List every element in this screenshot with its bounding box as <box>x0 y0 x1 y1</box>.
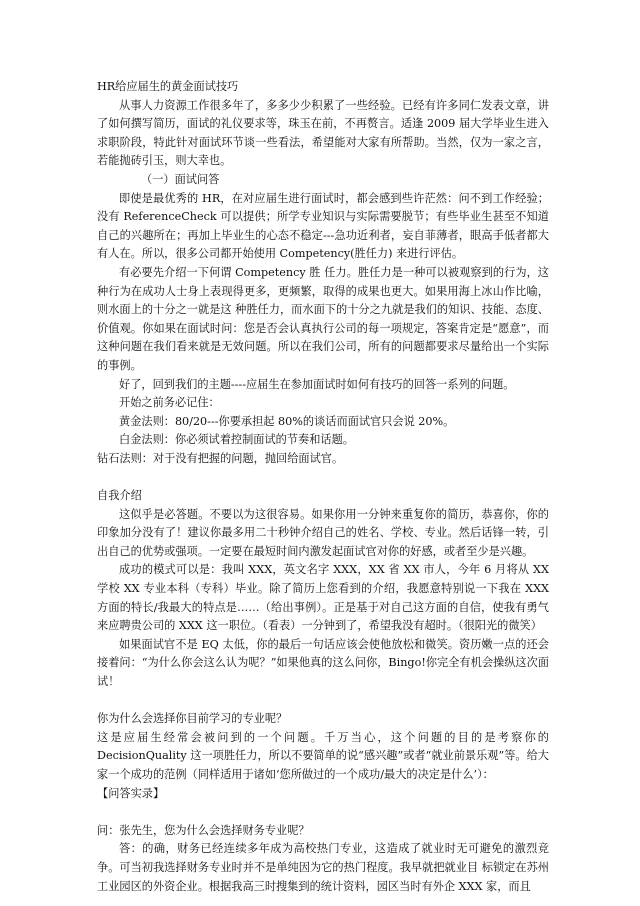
section-heading-self-intro: 自我介绍 <box>97 489 142 503</box>
paragraph-self-intro: 这似乎是必答题。不要以为这很容易。如果你用一分钟来重复你的简历，恭喜你，你的印象加分没有了！建议你最多用二十秒钟介绍自己的姓名、学校、专业。然后话锋一转，引出自己的优势或强项。一定要在最短时间内激发起面试官对你的好感，或者至少是兴趣。 <box>97 507 549 558</box>
paragraph-hr-confusion: 即使是最优秀的 HR，在对应届生进行面试时，都会感到些许茫然：问不到工作经验；没有 ReferenceCheck 可以提供；所学专业知识与实际需要脱节；有些毕业生甚至不知道自己的兴趣所在；再加上毕业生的心态不稳定---急功近利者，妄自菲薄者，眼高手低者都大有人在。所以，很多公司都开始使用 Competency(胜任力) 来进行评估。 <box>97 191 549 261</box>
paragraph-remember: 开始之前务必记住： <box>119 396 220 410</box>
paragraph-back-to-topic: 好了，回到我们的主题----应届生在参加面试时如何有技巧的回答一系列的问题。 <box>119 377 515 391</box>
section-heading-interview-qa: （一）面试问答 <box>141 172 220 186</box>
document-title: HR给应届生的黄金面试技巧 <box>97 80 239 93</box>
paragraph-eq: 如果面试官不是 EQ 太低，你的最后一句话应该会使他放松和微笑。资历嫩一点的还会接着问：“为什么你会这么认为呢？”如果他真的这么问你，Bingo!你完全有机会操纵这次面试！ <box>97 637 549 688</box>
qa-record-label: 【问答实录】 <box>97 786 165 800</box>
paragraph-success-pattern: 成功的模式可以是：我叫 XXX，英文名字 XXX，XX 省 XX 市人，今年 6 月将从 XX 学校 XX 专业本科（专科）毕业。除了简历上您看到的介绍，我愿意特别说一下我在 XXX 方面的特长/我最大的特点是……（给出事例）。正是基于对自己这方面的自信，使我有勇气来应聘贵公司的 XXX 这一职位。（看表）一分钟到了，希望我没有超时。（很阳光的微笑） <box>97 563 549 633</box>
paragraph-major-choice: 这是应届生经常会被问到的一个问题。千万当心，这个问题的目的是考察你的 DecisionQuality 这一项胜任力，所以不要简单的说“感兴趣”或者“就业前景乐观”等。给大家一个成功的范例（同样适用于诸如‘您所做过的一个成功/最大的决定是什么’）： <box>97 730 549 781</box>
question-line: 问：张先生，您为什么会选择财务专业呢？ <box>97 823 310 837</box>
document-page <box>97 78 549 896</box>
intro-paragraph: 从事人力资源工作很多年了，多多少少积累了一些经验。已经有许多同仁发表文章，讲了如何撰写简历，面试的礼仪要求等，珠玉在前，不再赘言。适逢 2009 届大学毕业生进入求职阶段，特此针对面试环节谈一些看法，希望能对大家有所帮助。当然，仅为一家之言，若能抛砖引玉，则大幸也。 <box>97 98 549 168</box>
rule-diamond: 钻石法则：对于没有把握的问题，抛回给面试官。 <box>97 451 344 465</box>
rule-platinum: 白金法则：你必须试着控制面试的节奏和话题。 <box>119 433 354 447</box>
rule-gold: 黄金法则：80/20---你要承担起 80%的谈话而面试官只会说 20%。 <box>119 414 455 428</box>
section-heading-major-choice: 你为什么会选择你目前学习的专业呢？ <box>97 712 288 726</box>
answer-paragraph: 答：的确，财务已经连续多年成为高校热门专业，这造成了就业时无可避免的激烈竞争。可当初我选择财务专业时并不是单纯因为它的热门程度。我早就把就业目 标锁定在苏州工业园区的外资企业。根据我高三时搜集到的统计资料，园区当时有外企 XXX 家，而且 <box>97 842 549 893</box>
paragraph-competency: 有必要先介绍一下何谓 Competency 胜 任力。胜任力是一种可以被观察到的行为，这种行为在成功人士身上表现得更多，更频繁，取得的成果也更大。如果用海上冰山作比喻，则水面上的十分之一就是这 种胜任力，而水面下的十分之九就是我们的知识、技能、态度、价值观。你如果在面试时问：您是否会认真执行公司的每一项规定，答案肯定是“愿意”，而这种问题在我们看来就是无效问题。所以在我们公司，所有的问题都要求尽量给出一个实际的事例。 <box>97 265 549 372</box>
